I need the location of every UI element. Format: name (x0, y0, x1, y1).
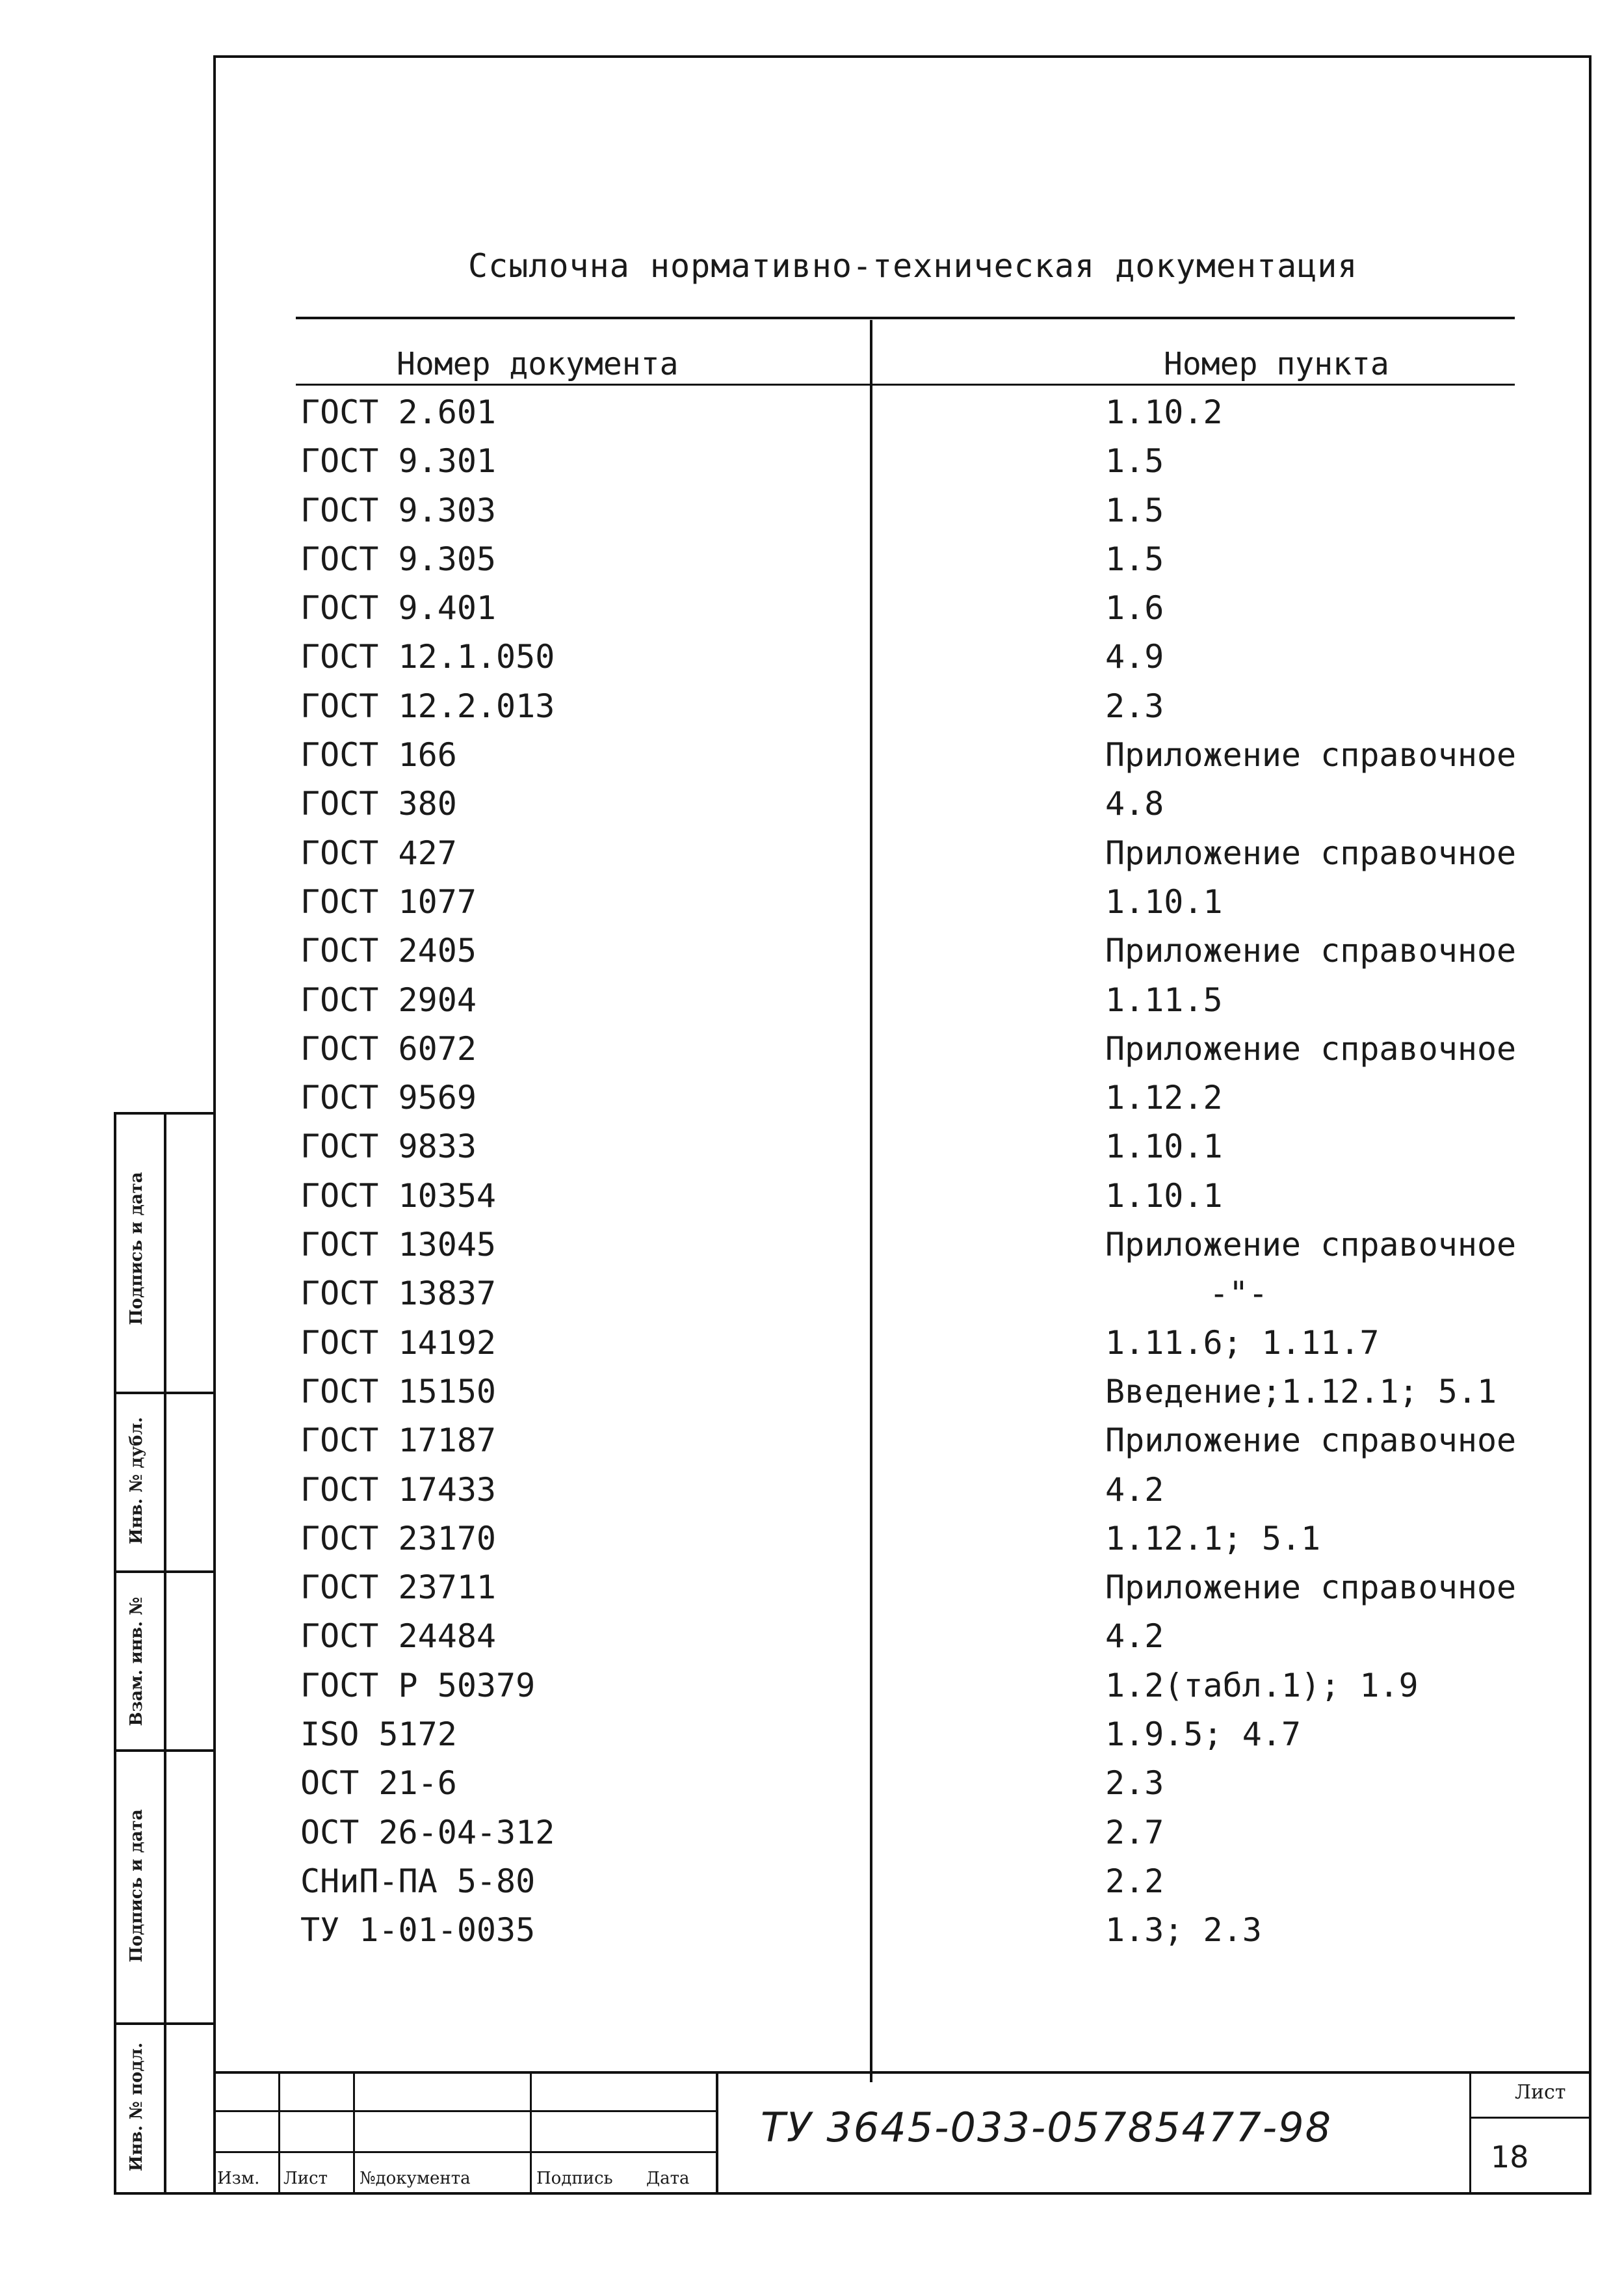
stamp-inv-dupl: Инв. № дубл. (127, 1417, 146, 1544)
frame-bottom (114, 2192, 1591, 2195)
stamp-left-edge (114, 1112, 116, 2195)
document-number-cell: ОСТ 21-6 (300, 1764, 457, 1803)
document-number-cell: СНиП-ПА 5-80 (300, 1862, 536, 1900)
document-column (300, 388, 859, 1955)
clause-number-cell: 4.2 (1105, 1617, 1164, 1656)
document-number-cell: ГОСТ 427 (300, 834, 457, 872)
clause-number-cell: 1.11.5 (1105, 981, 1223, 1019)
clause-number-cell: 4.2 (1105, 1470, 1164, 1509)
document-number-cell: ГОСТ 9.301 (300, 442, 497, 481)
tb-col-list: Лист (283, 2169, 328, 2188)
titleblock-sheet-divider (1469, 2071, 1471, 2195)
stamp-sign-date-top: Подпись и дата (127, 1172, 146, 1325)
stamp-vzam-inv: Взам. инв. № (127, 1596, 146, 1727)
titleblock-v4 (716, 2071, 718, 2195)
column-header-document: Номер документа (397, 346, 679, 382)
clause-number-cell: 2.3 (1105, 1764, 1164, 1803)
document-number-cell: ГОСТ 2904 (300, 981, 477, 1019)
titleblock-row-2 (213, 2110, 717, 2112)
clause-number-cell: 1.12.1; 5.1 (1105, 1519, 1321, 1557)
clause-number-cell: 1.10.1 (1105, 1176, 1223, 1215)
document-number-cell: ГОСТ 380 (300, 785, 457, 823)
document-number-cell: ГОСТ 17433 (300, 1470, 497, 1509)
document-number-cell: ГОСТ 23711 (300, 1568, 497, 1607)
clause-number-cell: 4.8 (1105, 785, 1164, 823)
clause-number-cell: 1.2(табл.1); 1.9 (1105, 1666, 1419, 1704)
document-number-cell: ГОСТ 2405 (300, 932, 477, 970)
clause-number-cell: 2.7 (1105, 1813, 1164, 1851)
table-top-rule (296, 317, 1515, 319)
document-number-cell: ГОСТ 17187 (300, 1422, 497, 1460)
titleblock-v3 (530, 2071, 532, 2195)
column-header-clause: Номер пункта (1164, 346, 1389, 382)
tb-col-sign: Подпись (536, 2169, 613, 2188)
document-number-cell: ГОСТ 15150 (300, 1372, 497, 1410)
document-number-cell: ГОСТ 6072 (300, 1029, 477, 1068)
document-number-cell: ГОСТ 9.401 (300, 589, 497, 628)
clause-number-cell: Приложение справочное (1105, 834, 1517, 872)
page-title: Ссылочна нормативно-техническая документация (468, 247, 1358, 285)
stamp-sign-date-bottom: Подпись и дата (127, 1809, 146, 1963)
clause-number-cell: 1.5 (1105, 442, 1164, 481)
clause-number-cell: 1.3; 2.3 (1105, 1911, 1262, 1950)
titleblock-sheet-sep (1469, 2117, 1591, 2119)
document-number-cell: ГОСТ 24484 (300, 1617, 497, 1656)
frame-top (213, 55, 1591, 58)
clause-number-cell: Приложение справочное (1105, 1568, 1517, 1607)
document-number-cell: ГОСТ 12.1.050 (300, 638, 555, 676)
titleblock-top (213, 2071, 1591, 2074)
doc-header-underline (296, 384, 871, 386)
clause-number-cell: 1.12.2 (1105, 1079, 1223, 1117)
titleblock-v2 (353, 2071, 355, 2195)
table-column-divider (870, 320, 872, 2082)
clause-number-cell: 1.10.1 (1105, 882, 1223, 921)
document-number-cell: ГОСТ 166 (300, 736, 457, 774)
frame-left (213, 55, 216, 2195)
stamp-top (114, 1112, 215, 1115)
clause-column (1105, 388, 1573, 1955)
titleblock-v1 (278, 2071, 280, 2195)
document-number-cell: ГОСТ 23170 (300, 1519, 497, 1557)
sheet-number: 18 (1491, 2139, 1529, 2175)
clause-number-cell: Приложение справочное (1105, 932, 1517, 970)
clause-number-cell: Приложение справочное (1105, 1226, 1517, 1264)
clause-number-cell: 1.11.6; 1.11.7 (1105, 1323, 1380, 1362)
clause-number-cell: Введение;1.12.1; 5.1 (1105, 1372, 1497, 1410)
document-number-cell: ГОСТ 9569 (300, 1079, 477, 1117)
tb-col-date: Дата (646, 2169, 690, 2188)
tb-col-izm: Изм. (217, 2169, 260, 2188)
document-number-cell: ISO 5172 (300, 1715, 457, 1754)
clause-number-cell: 1.5 (1105, 491, 1164, 529)
document-number-cell: ГОСТ 1077 (300, 882, 477, 921)
document-number-cell: ГОСТ 9833 (300, 1128, 477, 1166)
clause-number-cell: 1.10.2 (1105, 393, 1223, 431)
sheet-label: Лист (1515, 2081, 1566, 2104)
clause-number-cell: 4.9 (1105, 638, 1164, 676)
document-number-cell: ГОСТ 13837 (300, 1275, 497, 1313)
document-number-cell: ГОСТ 12.2.013 (300, 687, 555, 725)
tb-col-doc: №документа (360, 2169, 471, 2188)
document-number-cell: ОСТ 26-04-312 (300, 1813, 555, 1851)
document-number-cell: ГОСТ 9.303 (300, 491, 497, 529)
document-number-cell: ГОСТ 10354 (300, 1176, 497, 1215)
clause-number-cell: Приложение справочное (1105, 1029, 1517, 1068)
clause-number-cell: -"- (1209, 1275, 1268, 1313)
clause-number-cell: Приложение справочное (1105, 1422, 1517, 1460)
stamp-inner-edge (164, 1112, 166, 2195)
document-number-cell: ГОСТ 13045 (300, 1226, 497, 1264)
clause-number-cell: 2.2 (1105, 1862, 1164, 1900)
document-number-cell: ГОСТ Р 50379 (300, 1666, 536, 1704)
clause-number-cell: 1.9.5; 4.7 (1105, 1715, 1302, 1754)
clause-header-underline (870, 384, 1515, 386)
document-number-cell: ГОСТ 2.601 (300, 393, 497, 431)
clause-number-cell: 2.3 (1105, 687, 1164, 725)
document-number-cell: ТУ 1-01-0035 (300, 1911, 536, 1950)
clause-number-cell: 1.6 (1105, 589, 1164, 628)
stamp-inv-podl: Инв. № подл. (127, 2042, 146, 2172)
clause-number-cell: 1.5 (1105, 540, 1164, 578)
titleblock-row-3 (213, 2151, 717, 2153)
document-number-cell: ГОСТ 9.305 (300, 540, 497, 578)
frame-right (1589, 55, 1591, 2195)
document-number-cell: ГОСТ 14192 (300, 1323, 497, 1362)
document-code: ТУ 3645-033-05785477-98 (761, 2104, 1333, 2151)
clause-number-cell: Приложение справочное (1105, 736, 1517, 774)
clause-number-cell: 1.10.1 (1105, 1128, 1223, 1166)
